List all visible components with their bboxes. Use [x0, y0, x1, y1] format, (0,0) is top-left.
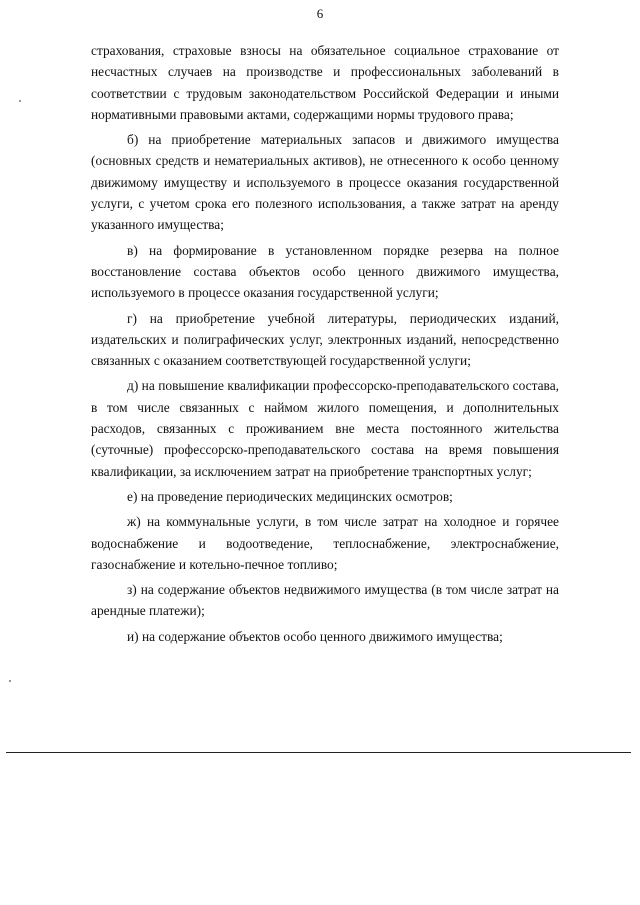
paragraph-item-g: г) на приобретение учебной литературы, периодических изданий, издательских и полиграфических услуг, электронных изданий, непосредственно связанных с оказанием соответствующей государственной услуги; — [91, 310, 559, 369]
paragraph-item-d: д) на повышение квалификации профессорско-преподавательского состава, в том числе связанных с наймом жилого помещения, и дополнительных расходов, связанных с проживанием вне места постоянного жительства (суточные) профессорско-преподавательского состава на время повышения квалификации, за исключением затрат на приобретение транспортных услуг; — [91, 378, 559, 479]
scan-edge-line — [6, 752, 631, 753]
paragraph-item-i: и) на содержание объектов особо ценного движимого имущества; — [127, 628, 503, 644]
document-body — [91, 40, 559, 651]
scan-speck — [19, 100, 21, 102]
paragraph-item-b: б) на приобретение материальных запасов и движимого имущества (основных средств и нематериальных активов), не отнесенного к особо ценному движимому имуществу и используемого в процессе оказания государственной услуги, с учетом срока его полезного использования, а также затрат на аренду указанного имущества; — [91, 132, 559, 233]
paragraph-item-zh: ж) на коммунальные услуги, в том числе затрат на холодное и горячее водоснабжение и водоотведение, теплоснабжение, электроснабжение, газоснабжение и котельно-печное топливо; — [91, 514, 559, 572]
paragraph-item-z: з) на содержание объектов недвижимого имущества (в том числе затрат на арендные платежи); — [91, 582, 559, 619]
page-number: 6 — [316, 6, 324, 21]
paragraph-continuation: страхования, страховые взносы на обязательное социальное страхование от несчастных случаев на производстве и профессиональных заболеваний в соответствии с трудовым законодательством Российской Федерации и иными нормативными правовыми актами, содержащими нормы трудового права; — [91, 43, 559, 122]
paragraph-item-e: е) на проведение периодических медицинских осмотров; — [127, 488, 453, 504]
paragraph-item-v: в) на формирование в установленном порядке резерва на полное восстановление состава объектов особо ценного движимого имущества, используемого в процессе оказания государственной услуги; — [91, 242, 559, 301]
scan-speck — [9, 680, 11, 682]
